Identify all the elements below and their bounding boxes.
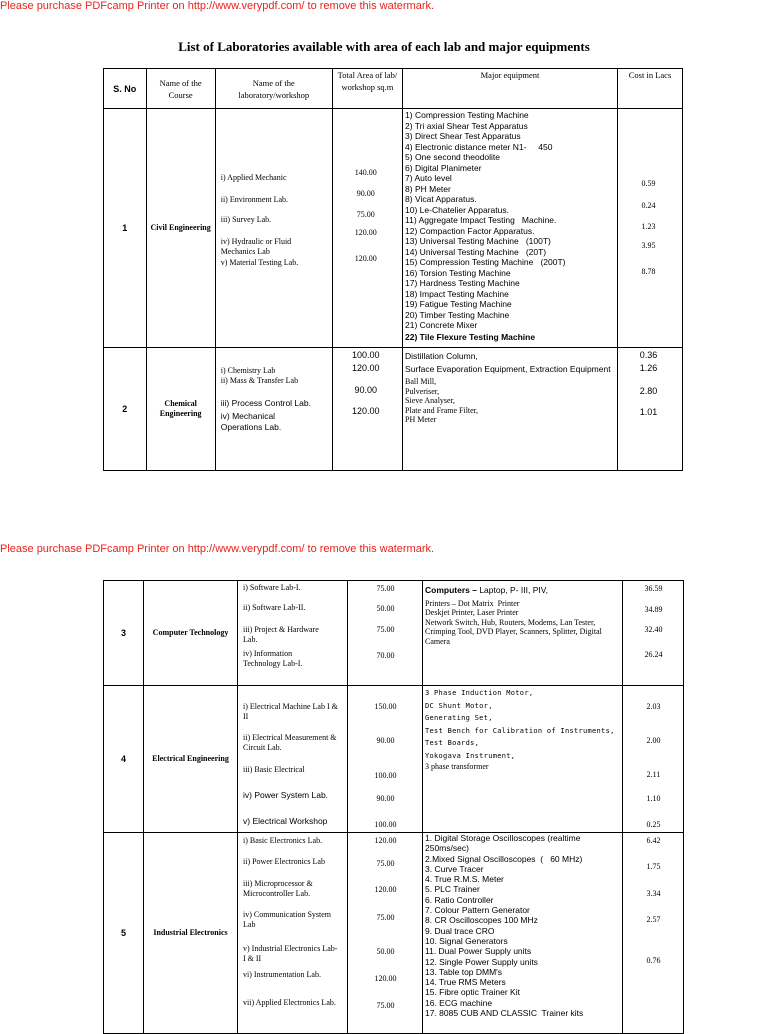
equipment-item: Plate and Frame Filter, xyxy=(405,405,479,415)
row-labs xyxy=(238,581,348,686)
cost-value: 3.34 xyxy=(646,889,661,898)
row-labs xyxy=(215,348,332,471)
row-costs xyxy=(623,833,684,1034)
area-value: 120.00 xyxy=(352,363,380,373)
lab-name: iii) Basic Electrical xyxy=(243,765,305,774)
equipment-item: 9. Dual trace CRO xyxy=(425,925,495,936)
row-areas xyxy=(332,348,402,471)
equipment-item: 11. Dual Power Supply units xyxy=(425,946,532,957)
lab-name: iii) Microprocessor & Microcontroller Lab. xyxy=(243,879,313,898)
area-value: 120.00 xyxy=(374,836,397,845)
row-costs xyxy=(623,686,684,833)
cost-value: 0.59 xyxy=(641,179,656,188)
equipment-item: 3) Direct Shear Test Apparatus xyxy=(405,131,521,141)
lab-name: v) Industrial Electronics Lab-I & II xyxy=(243,944,338,963)
equipment-item: 11) Aggregate Impact Testing Machine. xyxy=(405,215,557,225)
area-value: 90.00 xyxy=(376,736,395,745)
area-value: 120.00 xyxy=(374,885,397,894)
equipment-item: Network Switch, Hub, Routers, Modems, Lan Tester, Crimping Tool, DVD Player, Scanners, Splitter, Digital Camera xyxy=(425,617,602,646)
equipment-item: 8) PH Meter xyxy=(405,183,451,194)
equipment-item: 8) Vicat Apparatus. xyxy=(405,194,477,204)
equipment-item: 10. Signal Generators xyxy=(425,935,508,946)
row-course: Electrical Engineering xyxy=(144,686,238,833)
area-value: 50.00 xyxy=(376,604,395,613)
row-equipment xyxy=(423,833,623,1034)
watermark-middle: Please purchase PDFcamp Printer on http://www.verypdf.com/ to remove this watermark. xyxy=(0,543,435,555)
row-course: Industrial Electronics xyxy=(144,833,238,1034)
equipment-item: 16) Torsion Testing Machine xyxy=(405,267,511,278)
header-sno: S. No xyxy=(104,69,147,109)
lab-name: ii) Environment Lab. xyxy=(220,195,289,204)
lab-name: ii) Power Electronics Lab xyxy=(243,857,325,866)
area-value: 100.00 xyxy=(374,771,397,780)
cost-value: 2.03 xyxy=(646,702,661,711)
page-title: List of Laboratories available with area of each lab and major equipments xyxy=(178,39,590,54)
cost-value: 34.89 xyxy=(644,605,663,614)
cost-value: 1.26 xyxy=(639,363,658,373)
cost-value: 2.00 xyxy=(646,736,661,745)
area-value: 50.00 xyxy=(376,947,395,956)
header-lab: Name of the laboratory/workshop xyxy=(215,69,332,109)
table-row xyxy=(104,348,683,471)
equipment-item: 5. PLC Trainer xyxy=(425,884,480,895)
watermark-top: Please purchase PDFcamp Printer on http://www.verypdf.com/ to remove this watermark. xyxy=(0,0,435,12)
row-costs xyxy=(618,109,683,348)
row-labs xyxy=(238,686,348,833)
cost-value: 3.95 xyxy=(641,241,656,250)
equipment-item: 14. True RMS Meters xyxy=(425,977,506,988)
row-labs xyxy=(215,109,332,348)
lab-name: iv) Information Technology Lab-I. xyxy=(243,649,303,668)
row-areas xyxy=(348,686,423,833)
equipment-item: 17) Hardness Testing Machine xyxy=(405,278,520,288)
row-sno: 3 xyxy=(104,581,144,686)
cost-value: 1.10 xyxy=(646,794,661,803)
area-value: 150.00 xyxy=(374,702,397,711)
lab-name: iv) Mechanical Operations Lab. xyxy=(220,411,282,432)
equipment-item: Ball Mill, xyxy=(405,377,437,386)
header-area: Total Area of lab/ workshop sq.m xyxy=(332,69,402,109)
area-value: 75.00 xyxy=(356,210,375,219)
equipment-item: Distillation Column, xyxy=(405,351,478,361)
cost-value: 32.40 xyxy=(644,625,663,634)
equipment-item: 7) Auto level xyxy=(405,173,452,183)
lab-name: i) Applied Mechanic xyxy=(220,173,287,182)
cost-value: 0.76 xyxy=(646,956,661,965)
cost-value: 36.59 xyxy=(644,584,663,593)
equipment-item: 8. CR Oscilloscopes 100 MHz xyxy=(425,915,538,926)
table-row xyxy=(104,686,684,833)
equipment-item: 18) Impact Testing Machine xyxy=(405,288,509,299)
area-value: 75.00 xyxy=(376,625,395,634)
equipment-item: 14) Universal Testing Machine (20T) xyxy=(405,246,547,257)
header-course: Name of the Course xyxy=(146,69,215,109)
lab-name: ii) Electrical Measurement & Circuit Lab. xyxy=(243,733,337,752)
lab-name: i) Electrical Machine Lab I & II xyxy=(243,702,338,721)
row-areas xyxy=(348,581,423,686)
equipment-item: 5) One second theodolite xyxy=(405,152,501,162)
row-equipment xyxy=(423,686,623,833)
row-sno: 1 xyxy=(104,109,147,348)
equipment-item: Test Boards, xyxy=(425,739,480,747)
equipment-item: Printers – Dot Matrix Printer xyxy=(425,598,520,608)
row-equipment xyxy=(403,348,618,471)
equipment-item: 20) Timber Testing Machine xyxy=(405,309,510,320)
equipment-item: 12. Single Power Supply units xyxy=(425,956,538,967)
equipment-item: 13. Table top DMM's xyxy=(425,966,503,977)
equipment-item: 3 Phase Induction Motor, xyxy=(425,689,534,697)
row-costs xyxy=(623,581,684,686)
cost-value: 0.25 xyxy=(646,820,661,829)
equipment-item: 3 phase transformer xyxy=(425,762,489,771)
lab-name: vi) Instrumentation Lab. xyxy=(243,970,321,979)
equipment-item: 10) Le-Chatelier Apparatus. xyxy=(405,204,509,215)
lab-name: v) Material Testing Lab. xyxy=(220,258,299,267)
area-value: 120.00 xyxy=(354,228,377,237)
row-equipment xyxy=(423,581,623,686)
equipment-item: Surface Evaporation Equipment, Extraction Equipment xyxy=(405,363,611,374)
table-row xyxy=(104,581,684,686)
lab-name: vii) Applied Electronics Lab. xyxy=(243,998,336,1007)
equipment-item: Yokogava Instrument, xyxy=(425,751,516,760)
cost-value: 1.01 xyxy=(639,407,658,417)
cost-value: 1.75 xyxy=(646,862,661,871)
laboratories-table-1 xyxy=(103,68,683,471)
area-value: 75.00 xyxy=(376,584,395,593)
row-sno: 4 xyxy=(104,686,144,833)
equipment-item: Sieve Analyser, xyxy=(405,396,455,405)
cost-value: 26.24 xyxy=(644,650,663,659)
equipment-item: 2) Tri axial Shear Test Apparatus xyxy=(405,120,528,131)
lab-name: i) Chemistry Lab xyxy=(220,366,276,375)
row-course: Chemical Engineering xyxy=(146,348,215,471)
equipment-item: Generating Set, xyxy=(425,714,493,722)
lab-name: iii) Process Control Lab. xyxy=(220,398,311,408)
equipment-item xyxy=(425,585,620,596)
equipment-item: 15) Compression Testing Machine (200T) xyxy=(405,257,566,267)
row-areas xyxy=(332,109,402,348)
equipment-item: 22) Tile Flexure Testing Machine xyxy=(405,331,536,342)
table-row xyxy=(104,833,684,1034)
area-value: 70.00 xyxy=(376,651,395,660)
equipment-item: 15. Fibre optic Trainer Kit xyxy=(425,987,520,998)
row-areas xyxy=(348,833,423,1034)
equipment-item: 17. 8085 CUB AND CLASSIC Trainer kits xyxy=(425,1008,584,1019)
area-value: 120.00 xyxy=(354,254,377,263)
equipment-item: DC Shunt Motor, xyxy=(425,701,493,710)
equipment-item: 6) Digital Planimeter xyxy=(405,162,482,173)
lab-name: i) Basic Electronics Lab. xyxy=(243,836,323,845)
area-value: 140.00 xyxy=(354,168,377,177)
equipment-item: Test Bench for Calibration of Instruments, xyxy=(425,726,615,735)
lab-name: iii) Survey Lab. xyxy=(220,215,272,224)
area-value: 100.00 xyxy=(374,820,397,829)
equipment-item: 6. Ratio Controller xyxy=(425,894,494,905)
equipment-item: 1. Digital Storage Oscilloscopes (realtime 250ms/sec) xyxy=(425,833,581,854)
area-value: 75.00 xyxy=(376,1001,395,1010)
equipment-item: 21) Concrete Mixer xyxy=(405,320,478,330)
equipment-item: 19) Fatigue Testing Machine xyxy=(405,299,512,309)
equipment-item: 13) Universal Testing Machine (100T) xyxy=(405,236,551,246)
area-value: 90.00 xyxy=(354,385,378,395)
area-value: 90.00 xyxy=(376,794,395,803)
equipment-item: 3. Curve Tracer xyxy=(425,863,484,874)
area-value: 120.00 xyxy=(374,974,397,983)
cost-value: 1.23 xyxy=(641,222,656,231)
equipment-item: Deskjet Printer, Laser Printer xyxy=(425,608,519,617)
row-course: Computer Technology xyxy=(144,581,238,686)
table-row xyxy=(104,109,683,348)
cost-value: 2.11 xyxy=(646,770,661,779)
equipment-lead: Computers – xyxy=(425,585,477,595)
area-value: 120.00 xyxy=(352,406,380,416)
lab-name: iv) Hydraulic or Fluid Mechanics Lab xyxy=(220,237,292,256)
equipment-item: 12) Compaction Factor Apparatus. xyxy=(405,225,535,236)
equipment-item: 4. True R.M.S. Meter xyxy=(425,874,504,885)
area-value: 75.00 xyxy=(376,913,395,922)
cost-value: 0.36 xyxy=(639,350,658,360)
laboratories-table-2 xyxy=(103,580,684,1034)
lab-name: i) Software Lab-I. xyxy=(243,583,301,592)
equipment-lead-rest: Laptop, P- III, PIV, xyxy=(476,585,549,595)
table-header-row xyxy=(104,69,683,109)
equipment-item: 7. Colour Pattern Generator xyxy=(425,905,530,916)
equipment-item: 1) Compression Testing Machine xyxy=(405,110,529,120)
lab-name: ii) Software Lab-II. xyxy=(243,603,306,612)
cost-value: 0.24 xyxy=(641,201,656,210)
equipment-item: Pulveriser, xyxy=(405,386,440,396)
lab-name: iv) Power System Lab. xyxy=(243,790,329,800)
row-equipment xyxy=(403,109,618,348)
equipment-item: 2.Mixed Signal Oscilloscopes ( 60 MHz) xyxy=(425,853,583,864)
lab-name: v) Electrical Workshop xyxy=(243,816,328,826)
header-equipment: Major equipment xyxy=(403,69,618,109)
cost-value: 6.42 xyxy=(646,836,661,845)
cost-value: 2.80 xyxy=(639,386,658,396)
area-value: 90.00 xyxy=(356,189,375,198)
row-labs xyxy=(238,833,348,1034)
cost-value: 8.78 xyxy=(641,267,656,276)
lab-name: iv) Communication System Lab xyxy=(243,910,331,929)
row-course: Civil Engineering xyxy=(146,109,215,348)
header-cost: Cost in Lacs xyxy=(618,69,683,109)
lab-name: iii) Project & Hardware Lab. xyxy=(243,625,319,644)
equipment-item: PH Meter xyxy=(405,415,437,424)
row-sno: 2 xyxy=(104,348,147,471)
area-value: 100.00 xyxy=(352,350,380,360)
area-value: 75.00 xyxy=(376,859,395,868)
row-sno: 5 xyxy=(104,833,144,1034)
equipment-item: 16. ECG machine xyxy=(425,997,493,1008)
row-costs xyxy=(618,348,683,471)
lab-name: ii) Mass & Transfer Lab xyxy=(220,376,299,385)
cost-value: 2.57 xyxy=(646,915,661,924)
equipment-item: 4) Electronic distance meter N1- 450 xyxy=(405,141,553,152)
